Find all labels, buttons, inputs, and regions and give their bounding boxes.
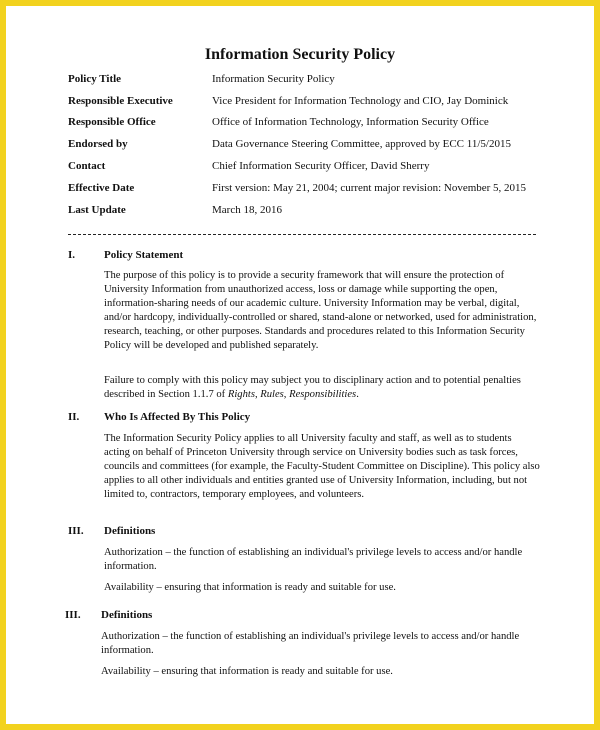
meta-label: Responsible Office bbox=[68, 116, 156, 129]
section-title: Definitions bbox=[101, 609, 153, 621]
dashed-divider bbox=[68, 234, 536, 235]
meta-value: Chief Information Security Officer, David Sherry bbox=[212, 160, 430, 173]
section-number: III. bbox=[68, 525, 84, 537]
meta-row bbox=[68, 68, 526, 90]
meta-label: Responsible Executive bbox=[68, 94, 173, 107]
meta-value: Vice President for Information Technology and CIO, Jay Dominick bbox=[212, 94, 509, 107]
meta-value: March 18, 2016 bbox=[212, 203, 282, 216]
meta-label: Endorsed by bbox=[68, 138, 128, 151]
section-paragraph: Availability – ensuring that information is ready and suitable for use. bbox=[101, 666, 393, 677]
policy-metadata-table bbox=[68, 68, 526, 221]
meta-row bbox=[68, 90, 526, 112]
meta-row bbox=[68, 133, 526, 155]
meta-row bbox=[68, 199, 526, 221]
section-paragraph: Availability – ensuring that information is ready and suitable for use. bbox=[104, 582, 396, 593]
meta-label: Effective Date bbox=[68, 181, 135, 194]
meta-value: Data Governance Steering Committee, approved by ECC 11/5/2015 bbox=[212, 138, 511, 151]
meta-label: Policy Title bbox=[68, 72, 122, 85]
section-paragraph bbox=[104, 374, 540, 402]
section-number: III. bbox=[65, 609, 81, 621]
paragraph-text: Failure to comply with this policy may subject you to disciplinary action and to potential penalties described in Section 1.1.7 of bbox=[104, 375, 521, 400]
meta-value: First version: May 21, 2004; current major revision: November 5, 2015 bbox=[212, 181, 527, 194]
italic-ref: Rights bbox=[227, 388, 255, 400]
section-paragraph: The purpose of this policy is to provide a security framework that will ensure the protection of University Information from unauthorized access, loss or damage while supporting the open, information-sharing needs of our academic culture. University Information may be verbal, digital, and/or hardcopy, individually-controlled or shared, stand-alone or networked, used for administration, research, teaching, or other purposes. Standards and procedures related to this Information Security Policy will be developed and published separately. bbox=[104, 270, 537, 351]
section-number: I. bbox=[68, 249, 76, 261]
section-paragraph: Authorization – the function of establishing an individual's privilege levels to access and/or handle information. bbox=[101, 631, 520, 656]
document-page bbox=[6, 6, 594, 724]
separator: , bbox=[283, 388, 290, 400]
meta-label: Contact bbox=[68, 160, 106, 173]
section-title: Who Is Affected By This Policy bbox=[104, 411, 251, 423]
meta-row bbox=[68, 177, 526, 199]
section-title: Definitions bbox=[104, 525, 156, 537]
meta-row bbox=[68, 112, 526, 134]
document-title: Information Security Policy bbox=[204, 46, 396, 63]
separator: , bbox=[254, 388, 261, 400]
section-paragraph: The Information Security Policy applies to all University faculty and staff, as well as to students acting on behalf of Princeton University through service on University bodies such as task forces, councils and committees (for example, the Faculty-Student Committee on Discipline). This policy also applies to all other individuals and entities granted use of University Information, including, but not limited to, contractors, temporary employees, and volunteers. bbox=[104, 433, 540, 500]
meta-value: Information Security Policy bbox=[212, 72, 335, 85]
meta-row bbox=[68, 155, 526, 177]
italic-ref: Responsibilities bbox=[289, 388, 357, 400]
section-paragraph: Authorization – the function of establishing an individual's privilege levels to access and/or handle information. bbox=[104, 547, 523, 572]
separator: . bbox=[356, 388, 359, 400]
meta-value: Office of Information Technology, Information Security Office bbox=[212, 116, 489, 129]
italic-ref: Rules bbox=[260, 388, 284, 400]
section-title: Policy Statement bbox=[104, 249, 184, 261]
meta-label: Last Update bbox=[68, 203, 126, 216]
section-number: II. bbox=[68, 411, 80, 423]
